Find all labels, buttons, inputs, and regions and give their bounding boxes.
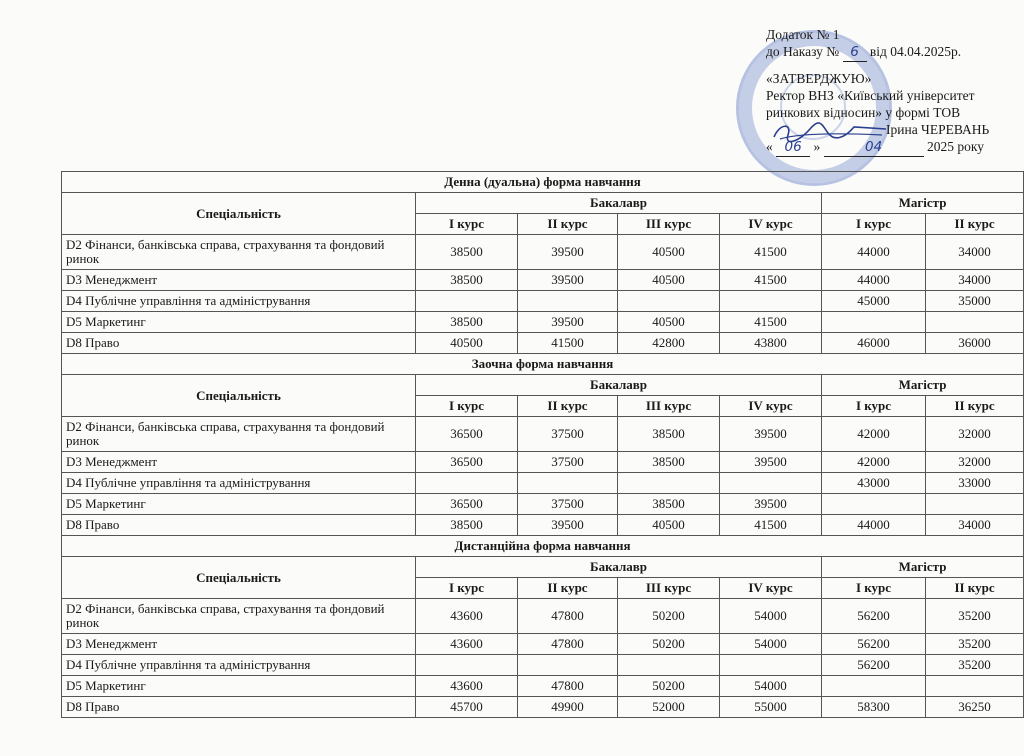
tuition-price: 43600 <box>416 599 518 634</box>
tuition-price: 38500 <box>618 452 720 473</box>
tuition-price: 49900 <box>518 697 618 718</box>
table-row <box>62 452 1024 473</box>
specialty-name: D2 Фінанси, банківська справа, страхування та фондовий ринок <box>62 417 416 452</box>
specialty-name: D3 Менеджмент <box>62 452 416 473</box>
tuition-price: 38500 <box>618 494 720 515</box>
tuition-price: 37500 <box>518 452 618 473</box>
course-header: IV курс <box>720 578 822 599</box>
tuition-price: 40500 <box>618 515 720 536</box>
tuition-price: 37500 <box>518 417 618 452</box>
tuition-price: 35200 <box>926 634 1024 655</box>
tuition-price: 43000 <box>822 473 926 494</box>
course-header: III курс <box>618 214 720 235</box>
specialty-name: D5 Маркетинг <box>62 312 416 333</box>
tuition-price: 34000 <box>926 270 1024 291</box>
table-row <box>62 515 1024 536</box>
course-header: I курс <box>416 214 518 235</box>
date-open-quote: « <box>766 139 773 154</box>
tuition-price: 39500 <box>720 452 822 473</box>
section-title-row <box>62 354 1024 375</box>
tuition-price: 36500 <box>416 452 518 473</box>
specialty-name: D3 Менеджмент <box>62 634 416 655</box>
tuition-price: 44000 <box>822 270 926 291</box>
date-close-quote: » <box>813 139 821 154</box>
course-header: I курс <box>416 578 518 599</box>
master-header: Магістр <box>822 557 1024 578</box>
tuition-price: 50200 <box>618 634 720 655</box>
tuition-price: 39500 <box>518 235 618 270</box>
tuition-price: 44000 <box>822 235 926 270</box>
tuition-price: 56200 <box>822 599 926 634</box>
date-year: 2025 року <box>927 139 984 154</box>
tuition-price <box>416 655 518 676</box>
tuition-price: 32000 <box>926 417 1024 452</box>
tuition-price: 45700 <box>416 697 518 718</box>
tuition-price: 34000 <box>926 515 1024 536</box>
specialty-column-header: Спеціальність <box>62 193 416 235</box>
tuition-price <box>416 291 518 312</box>
tuition-price: 39500 <box>518 515 618 536</box>
order-line <box>766 43 989 62</box>
master-header: Магістр <box>822 193 1024 214</box>
tuition-price <box>720 291 822 312</box>
tuition-price: 35200 <box>926 655 1024 676</box>
approve-label: «ЗАТВЕРДЖУЮ» <box>766 71 872 86</box>
tuition-price: 36250 <box>926 697 1024 718</box>
tuition-price: 41500 <box>720 235 822 270</box>
table-row <box>62 599 1024 634</box>
table-row <box>62 312 1024 333</box>
tuition-price <box>822 312 926 333</box>
bachelor-header: Бакалавр <box>416 557 822 578</box>
tuition-price <box>720 655 822 676</box>
appendix-label: Додаток № 1 <box>766 27 840 42</box>
tuition-price: 43800 <box>720 333 822 354</box>
order-prefix: до Наказу № <box>766 44 840 59</box>
tuition-price <box>926 676 1024 697</box>
course-header: III курс <box>618 578 720 599</box>
table-row <box>62 333 1024 354</box>
tuition-price <box>926 494 1024 515</box>
tuition-price: 41500 <box>720 515 822 536</box>
tuition-price: 45000 <box>822 291 926 312</box>
table-row <box>62 291 1024 312</box>
table-row <box>62 235 1024 270</box>
date-day: 06 <box>776 139 810 157</box>
tuition-price <box>618 655 720 676</box>
table-row <box>62 494 1024 515</box>
section-title-row <box>62 172 1024 193</box>
specialty-name: D4 Публічне управління та адміністрування <box>62 655 416 676</box>
specialty-name: D3 Менеджмент <box>62 270 416 291</box>
tuition-price: 58300 <box>822 697 926 718</box>
tuition-price <box>518 655 618 676</box>
bachelor-header: Бакалавр <box>416 375 822 396</box>
tuition-price <box>926 312 1024 333</box>
specialty-name: D8 Право <box>62 697 416 718</box>
tuition-price: 35200 <box>926 599 1024 634</box>
specialty-name: D2 Фінанси, банківська справа, страхування та фондовий ринок <box>62 599 416 634</box>
master-header: Магістр <box>822 375 1024 396</box>
tuition-price <box>822 676 926 697</box>
tuition-price: 39500 <box>720 494 822 515</box>
tuition-price: 41500 <box>720 312 822 333</box>
tuition-price <box>822 494 926 515</box>
order-date: від 04.04.2025р. <box>869 44 962 59</box>
course-header: III курс <box>618 396 720 417</box>
tuition-price: 47800 <box>518 599 618 634</box>
course-header: IV курс <box>720 214 822 235</box>
table-row <box>62 676 1024 697</box>
degree-header-row <box>62 375 1024 396</box>
tuition-price: 38500 <box>416 270 518 291</box>
tuition-price: 54000 <box>720 676 822 697</box>
order-number: 6 <box>843 44 867 62</box>
tuition-price: 43600 <box>416 634 518 655</box>
degree-header-row <box>62 193 1024 214</box>
tuition-price: 38500 <box>416 515 518 536</box>
specialty-name: D5 Маркетинг <box>62 494 416 515</box>
tuition-price: 42000 <box>822 417 926 452</box>
tuition-price <box>416 473 518 494</box>
tuition-price <box>518 291 618 312</box>
tuition-price: 39500 <box>720 417 822 452</box>
tuition-price: 50200 <box>618 599 720 634</box>
tuition-price: 40500 <box>618 270 720 291</box>
tuition-price: 38500 <box>618 417 720 452</box>
specialty-name: D4 Публічне управління та адміністрування <box>62 473 416 494</box>
course-header: I курс <box>822 578 926 599</box>
approval-date <box>766 138 989 157</box>
tuition-price: 54000 <box>720 634 822 655</box>
tuition-price: 41500 <box>518 333 618 354</box>
tuition-price: 37500 <box>518 494 618 515</box>
table-row <box>62 655 1024 676</box>
tuition-price: 39500 <box>518 270 618 291</box>
specialty-column-header: Спеціальність <box>62 557 416 599</box>
tuition-price: 34000 <box>926 235 1024 270</box>
course-header: I курс <box>822 396 926 417</box>
tuition-table <box>61 171 1024 718</box>
tuition-price: 40500 <box>618 312 720 333</box>
course-header: I курс <box>822 214 926 235</box>
table-row <box>62 473 1024 494</box>
tuition-price: 47800 <box>518 676 618 697</box>
rector-line-1: Ректор ВНЗ «Київський університет <box>766 88 975 103</box>
course-header: II курс <box>518 578 618 599</box>
bachelor-header: Бакалавр <box>416 193 822 214</box>
tuition-price: 38500 <box>416 312 518 333</box>
tuition-price: 42000 <box>822 452 926 473</box>
tuition-price: 56200 <box>822 634 926 655</box>
course-header: IV курс <box>720 396 822 417</box>
specialty-name: D4 Публічне управління та адміністрування <box>62 291 416 312</box>
tuition-price: 46000 <box>822 333 926 354</box>
section-title: Заочна форма навчання <box>62 354 1024 375</box>
tuition-price <box>518 473 618 494</box>
specialty-name: D5 Маркетинг <box>62 676 416 697</box>
table-row <box>62 270 1024 291</box>
tuition-price: 40500 <box>416 333 518 354</box>
tuition-price: 35000 <box>926 291 1024 312</box>
tuition-price: 38500 <box>416 235 518 270</box>
specialty-column-header: Спеціальність <box>62 375 416 417</box>
tuition-price: 36000 <box>926 333 1024 354</box>
tuition-price <box>618 473 720 494</box>
tuition-price <box>720 473 822 494</box>
tuition-price: 44000 <box>822 515 926 536</box>
section-title: Дистанційна форма навчання <box>62 536 1024 557</box>
table-row <box>62 634 1024 655</box>
rector-line-2: ринкових відносин» у формі ТОВ <box>766 105 961 120</box>
tuition-price: 55000 <box>720 697 822 718</box>
tuition-price: 33000 <box>926 473 1024 494</box>
table-row <box>62 417 1024 452</box>
tuition-price: 54000 <box>720 599 822 634</box>
tuition-price <box>618 291 720 312</box>
course-header: II курс <box>926 578 1024 599</box>
course-header: II курс <box>926 214 1024 235</box>
tuition-price: 41500 <box>720 270 822 291</box>
course-header: II курс <box>926 396 1024 417</box>
tuition-price: 40500 <box>618 235 720 270</box>
tuition-price: 32000 <box>926 452 1024 473</box>
table-row <box>62 697 1024 718</box>
tuition-price: 43600 <box>416 676 518 697</box>
tuition-price: 39500 <box>518 312 618 333</box>
tuition-price: 36500 <box>416 417 518 452</box>
specialty-name: D8 Право <box>62 515 416 536</box>
rector-name: Ірина ЧЕРЕВАНЬ <box>886 122 990 137</box>
tuition-price: 52000 <box>618 697 720 718</box>
course-header: I курс <box>416 396 518 417</box>
tuition-price: 47800 <box>518 634 618 655</box>
tuition-price: 36500 <box>416 494 518 515</box>
degree-header-row <box>62 557 1024 578</box>
tuition-price: 50200 <box>618 676 720 697</box>
course-header: II курс <box>518 396 618 417</box>
section-title: Денна (дуальна) форма навчання <box>62 172 1024 193</box>
section-title-row <box>62 536 1024 557</box>
course-header: II курс <box>518 214 618 235</box>
approval-header <box>766 26 989 157</box>
date-month: 04 <box>824 139 924 157</box>
tuition-price: 56200 <box>822 655 926 676</box>
tuition-table-body <box>62 172 1024 718</box>
tuition-price: 42800 <box>618 333 720 354</box>
specialty-name: D8 Право <box>62 333 416 354</box>
specialty-name: D2 Фінанси, банківська справа, страхування та фондовий ринок <box>62 235 416 270</box>
